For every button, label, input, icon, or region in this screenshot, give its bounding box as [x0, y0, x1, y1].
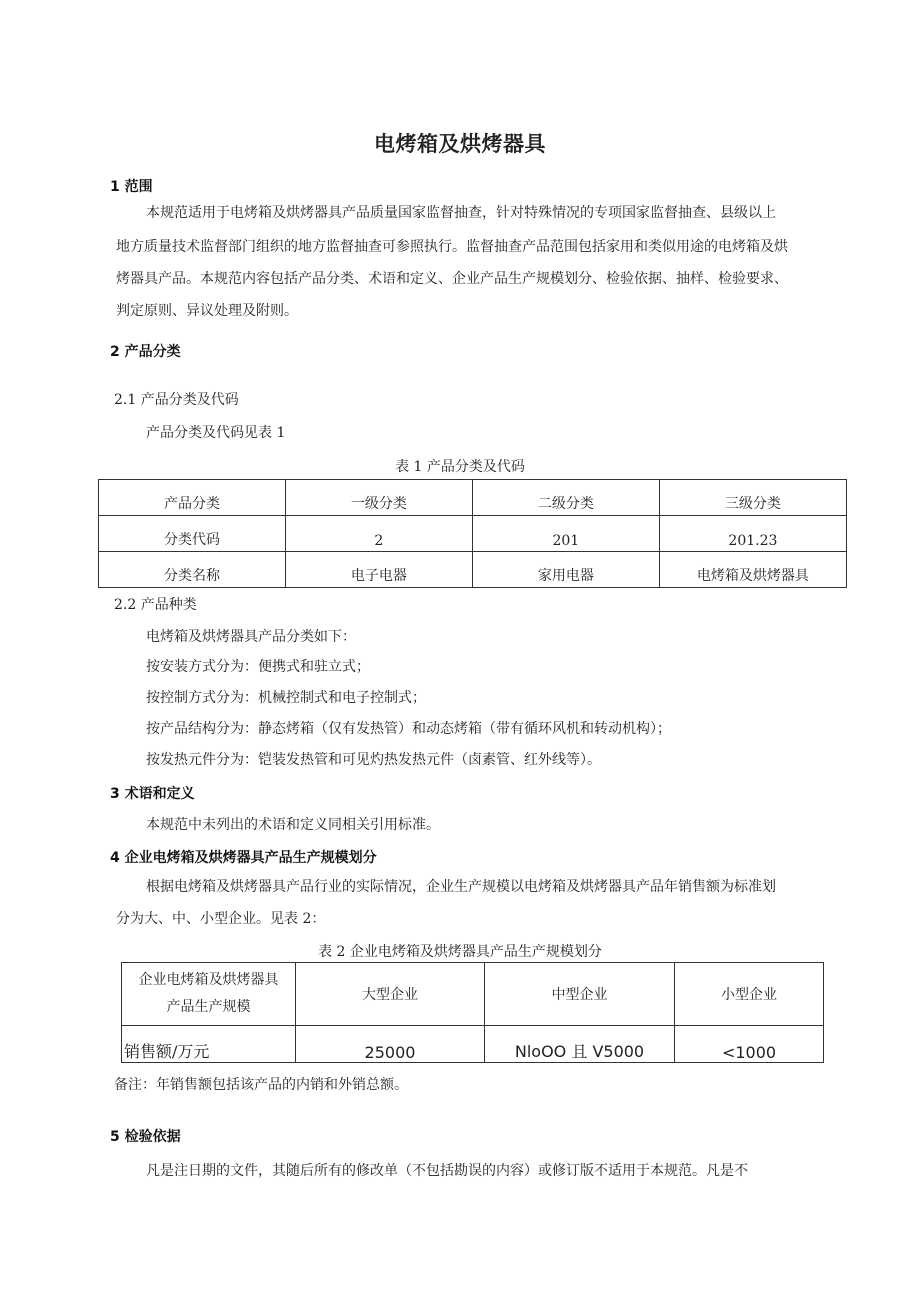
table-cell: 小型企业 — [675, 963, 824, 1026]
s2-2-line-1: 电烤箱及烘烤器具产品分类如下： — [146, 629, 356, 645]
table-cell: 分类代码 — [99, 516, 286, 552]
header-line-2: 产品生产规模 — [166, 999, 251, 1015]
table-cell: 大型企业 — [296, 963, 485, 1026]
header-line-1: 企业电烤箱及烘烤器具 — [138, 972, 279, 988]
s2-2-line-4: 按产品结构分为：静态烤箱（仅有发热管）和动态烤箱（带有循环风机和转动机构）； — [146, 721, 671, 737]
table-cell: 家用电器 — [472, 552, 659, 588]
s1-line-3: 烤器具产品。本规范内容包括产品分类、术语和定义、企业产品生产规模划分、检验依据、抽样、检验要求、 — [116, 271, 788, 287]
s1-line-4: 判定原则、异议处理及附则。 — [116, 303, 298, 319]
table-cell: 中型企业 — [485, 963, 675, 1026]
s2-1-text: 产品分类及代码见表 1 — [146, 425, 286, 441]
table-1 — [98, 479, 847, 588]
table-cell: 产品分类 — [99, 480, 286, 516]
table-cell — [122, 963, 296, 1026]
table-cell: 201 — [472, 516, 659, 552]
table-row — [122, 1026, 824, 1063]
s3-text: 本规范中未列出的术语和定义同相关引用标准。 — [146, 817, 440, 833]
table-cell: 电子电器 — [285, 552, 472, 588]
subsection-2-2: 2.2 产品种类 — [114, 597, 197, 613]
table-cell: 三级分类 — [659, 480, 846, 516]
section-1-heading: 1 范围 — [110, 179, 153, 195]
table-2 — [121, 962, 824, 1063]
s4-line-2: 分为大、中、小型企业。见表 2： — [116, 911, 326, 927]
s4-line-1: 根据电烤箱及烘烤器具产品行业的实际情况，企业生产规模以电烤箱及烘烤器具产品年销售额为标准划 — [146, 879, 776, 895]
section-4-heading: 4 企业电烤箱及烘烤器具产品生产规模划分 — [110, 850, 377, 866]
table-row — [99, 516, 847, 552]
s2-2-line-5: 按发热元件分为：铠装发热管和可见灼热发热元件（卤素管、红外线等）。 — [146, 752, 601, 768]
table-cell: 二级分类 — [472, 480, 659, 516]
s5-text: 凡是注日期的文件，其随后所有的修改单（不包括勘误的内容）或修订版不适用于本规范。凡是不 — [146, 1163, 748, 1179]
table-cell: 销售额/万元 — [122, 1026, 296, 1063]
s1-line-1: 本规范适用于电烤箱及烘烤器具产品质量国家监督抽查，针对特殊情况的专项国家监督抽查、县级以上 — [146, 205, 776, 221]
section-5-heading: 5 检验依据 — [110, 1129, 181, 1145]
section-3-heading: 3 术语和定义 — [110, 786, 195, 802]
s2-2-line-3: 按控制方式分为：机械控制式和电子控制式； — [146, 690, 426, 706]
s1-line-2: 地方质量技术监督部门组织的地方监督抽查可参照执行。监督抽查产品范围包括家用和类似用途的电烤箱及烘 — [116, 239, 788, 255]
page-title: 电烤箱及烘烤器具 — [374, 132, 546, 156]
table-row — [122, 963, 824, 1026]
table-cell: 25000 — [296, 1026, 485, 1063]
table-cell: NloOO 且 V5000 — [485, 1026, 675, 1063]
table-2-note: 备注：年销售额包括该产品的内销和外销总额。 — [114, 1077, 408, 1093]
table-cell: 2 — [285, 516, 472, 552]
s2-2-line-2: 按安装方式分为：便携式和驻立式； — [146, 659, 370, 675]
section-2-heading: 2 产品分类 — [110, 344, 181, 360]
table-cell: <1000 — [675, 1026, 824, 1063]
table-cell: 电烤箱及烘烤器具 — [659, 552, 846, 588]
subsection-2-1: 2.1 产品分类及代码 — [114, 392, 239, 408]
table-row — [99, 480, 847, 516]
table-cell: 201.23 — [659, 516, 846, 552]
table-cell: 一级分类 — [285, 480, 472, 516]
table-cell: 分类名称 — [99, 552, 286, 588]
table-row — [99, 552, 847, 588]
table-2-caption: 表 2 企业电烤箱及烘烤器具产品生产规模划分 — [318, 944, 602, 960]
table-1-caption: 表 1 产品分类及代码 — [395, 459, 525, 475]
